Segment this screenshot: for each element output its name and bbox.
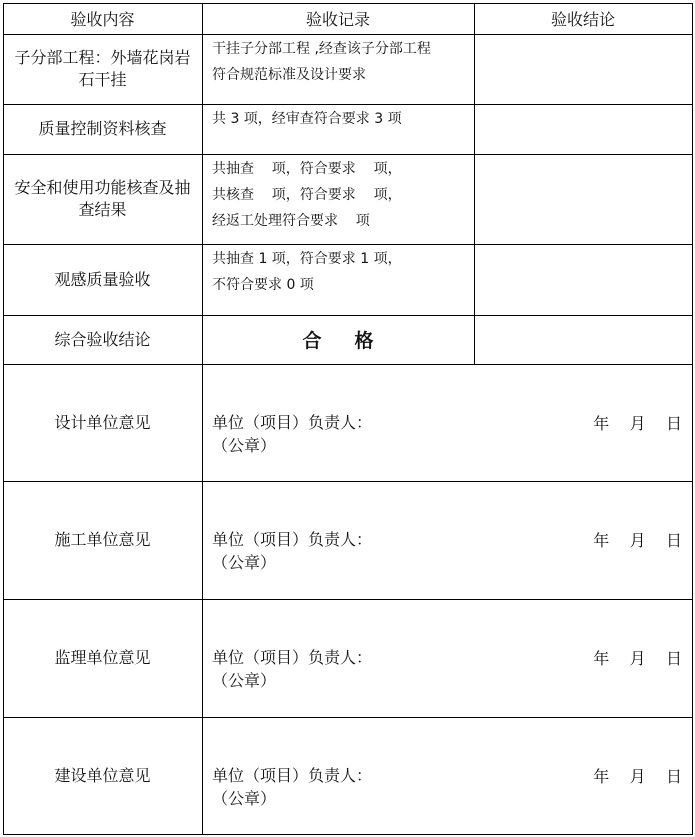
signer-block [202,646,372,692]
opinion-label-supervision: 监理单位意见 [54,648,151,667]
overall-result: 合 格 [302,330,374,352]
opinion-label-construction: 施工单位意见 [54,530,151,549]
table-rule [474,3,475,365]
opinion-supervision [202,599,692,717]
opinion-construction [202,481,692,599]
record-line: 不符合要求 0 项 [212,277,314,293]
signer-block [202,764,372,810]
record-line: 共抽查 项，符合要求 项， [212,161,402,177]
row-label-safety-check: 安全和使用功能核查及抽查结果 [14,178,191,219]
row-record-quality-docs [202,104,474,154]
seal-label: （公章） [212,553,277,572]
signer-label: 单位（项目）负责人： [212,648,373,667]
signer-label: 单位（项目）负责人： [212,530,373,549]
row-record-appearance [202,244,474,315]
record-line: 共 3 项，经审查符合要求 3 项 [212,111,402,127]
record-line: 干挂子分部工程 ,经查该子分部工程 [212,41,431,57]
table-rule [692,3,693,835]
date-label: 年 月 日 [593,531,682,550]
signer-label: 单位（项目）负责人： [212,413,373,432]
date-label: 年 月 日 [593,767,682,786]
record-line: 共抽查 1 项，符合要求 1 项， [212,251,402,267]
seal-label: （公章） [212,789,277,808]
date-label: 年 月 日 [593,649,682,668]
signer-block [202,411,372,457]
seal-label: （公章） [212,436,277,455]
signer-label: 单位（项目）负责人： [212,766,373,785]
header-content: 验收内容 [70,10,135,29]
row-record-safety-check [202,154,474,244]
opinion-owner [202,717,692,834]
date-label: 年 月 日 [593,414,682,433]
seal-label: （公章） [212,671,277,690]
row-label-subdivision: 子分部工程：外墙花岗岩石干挂 [14,48,191,89]
row-record-subdivision [202,34,474,104]
signer-block [202,528,372,574]
header-record: 验收记录 [305,10,370,29]
record-line: 符合规范标准及设计要求 [212,67,366,83]
row-label-appearance: 观感质量验收 [54,269,151,289]
record-line: 共核查 项，符合要求 项， [212,187,402,203]
opinion-design [202,364,692,481]
table-rule [3,834,693,835]
header-conclusion: 验收结论 [550,10,615,29]
row-label-quality-docs: 质量控制资料核查 [38,119,167,138]
overall-label: 综合验收结论 [54,329,151,349]
record-line: 经返工处理符合要求 项 [212,213,370,229]
opinion-label-design: 设计单位意见 [54,412,151,432]
opinion-label-owner: 建设单位意见 [54,765,151,785]
